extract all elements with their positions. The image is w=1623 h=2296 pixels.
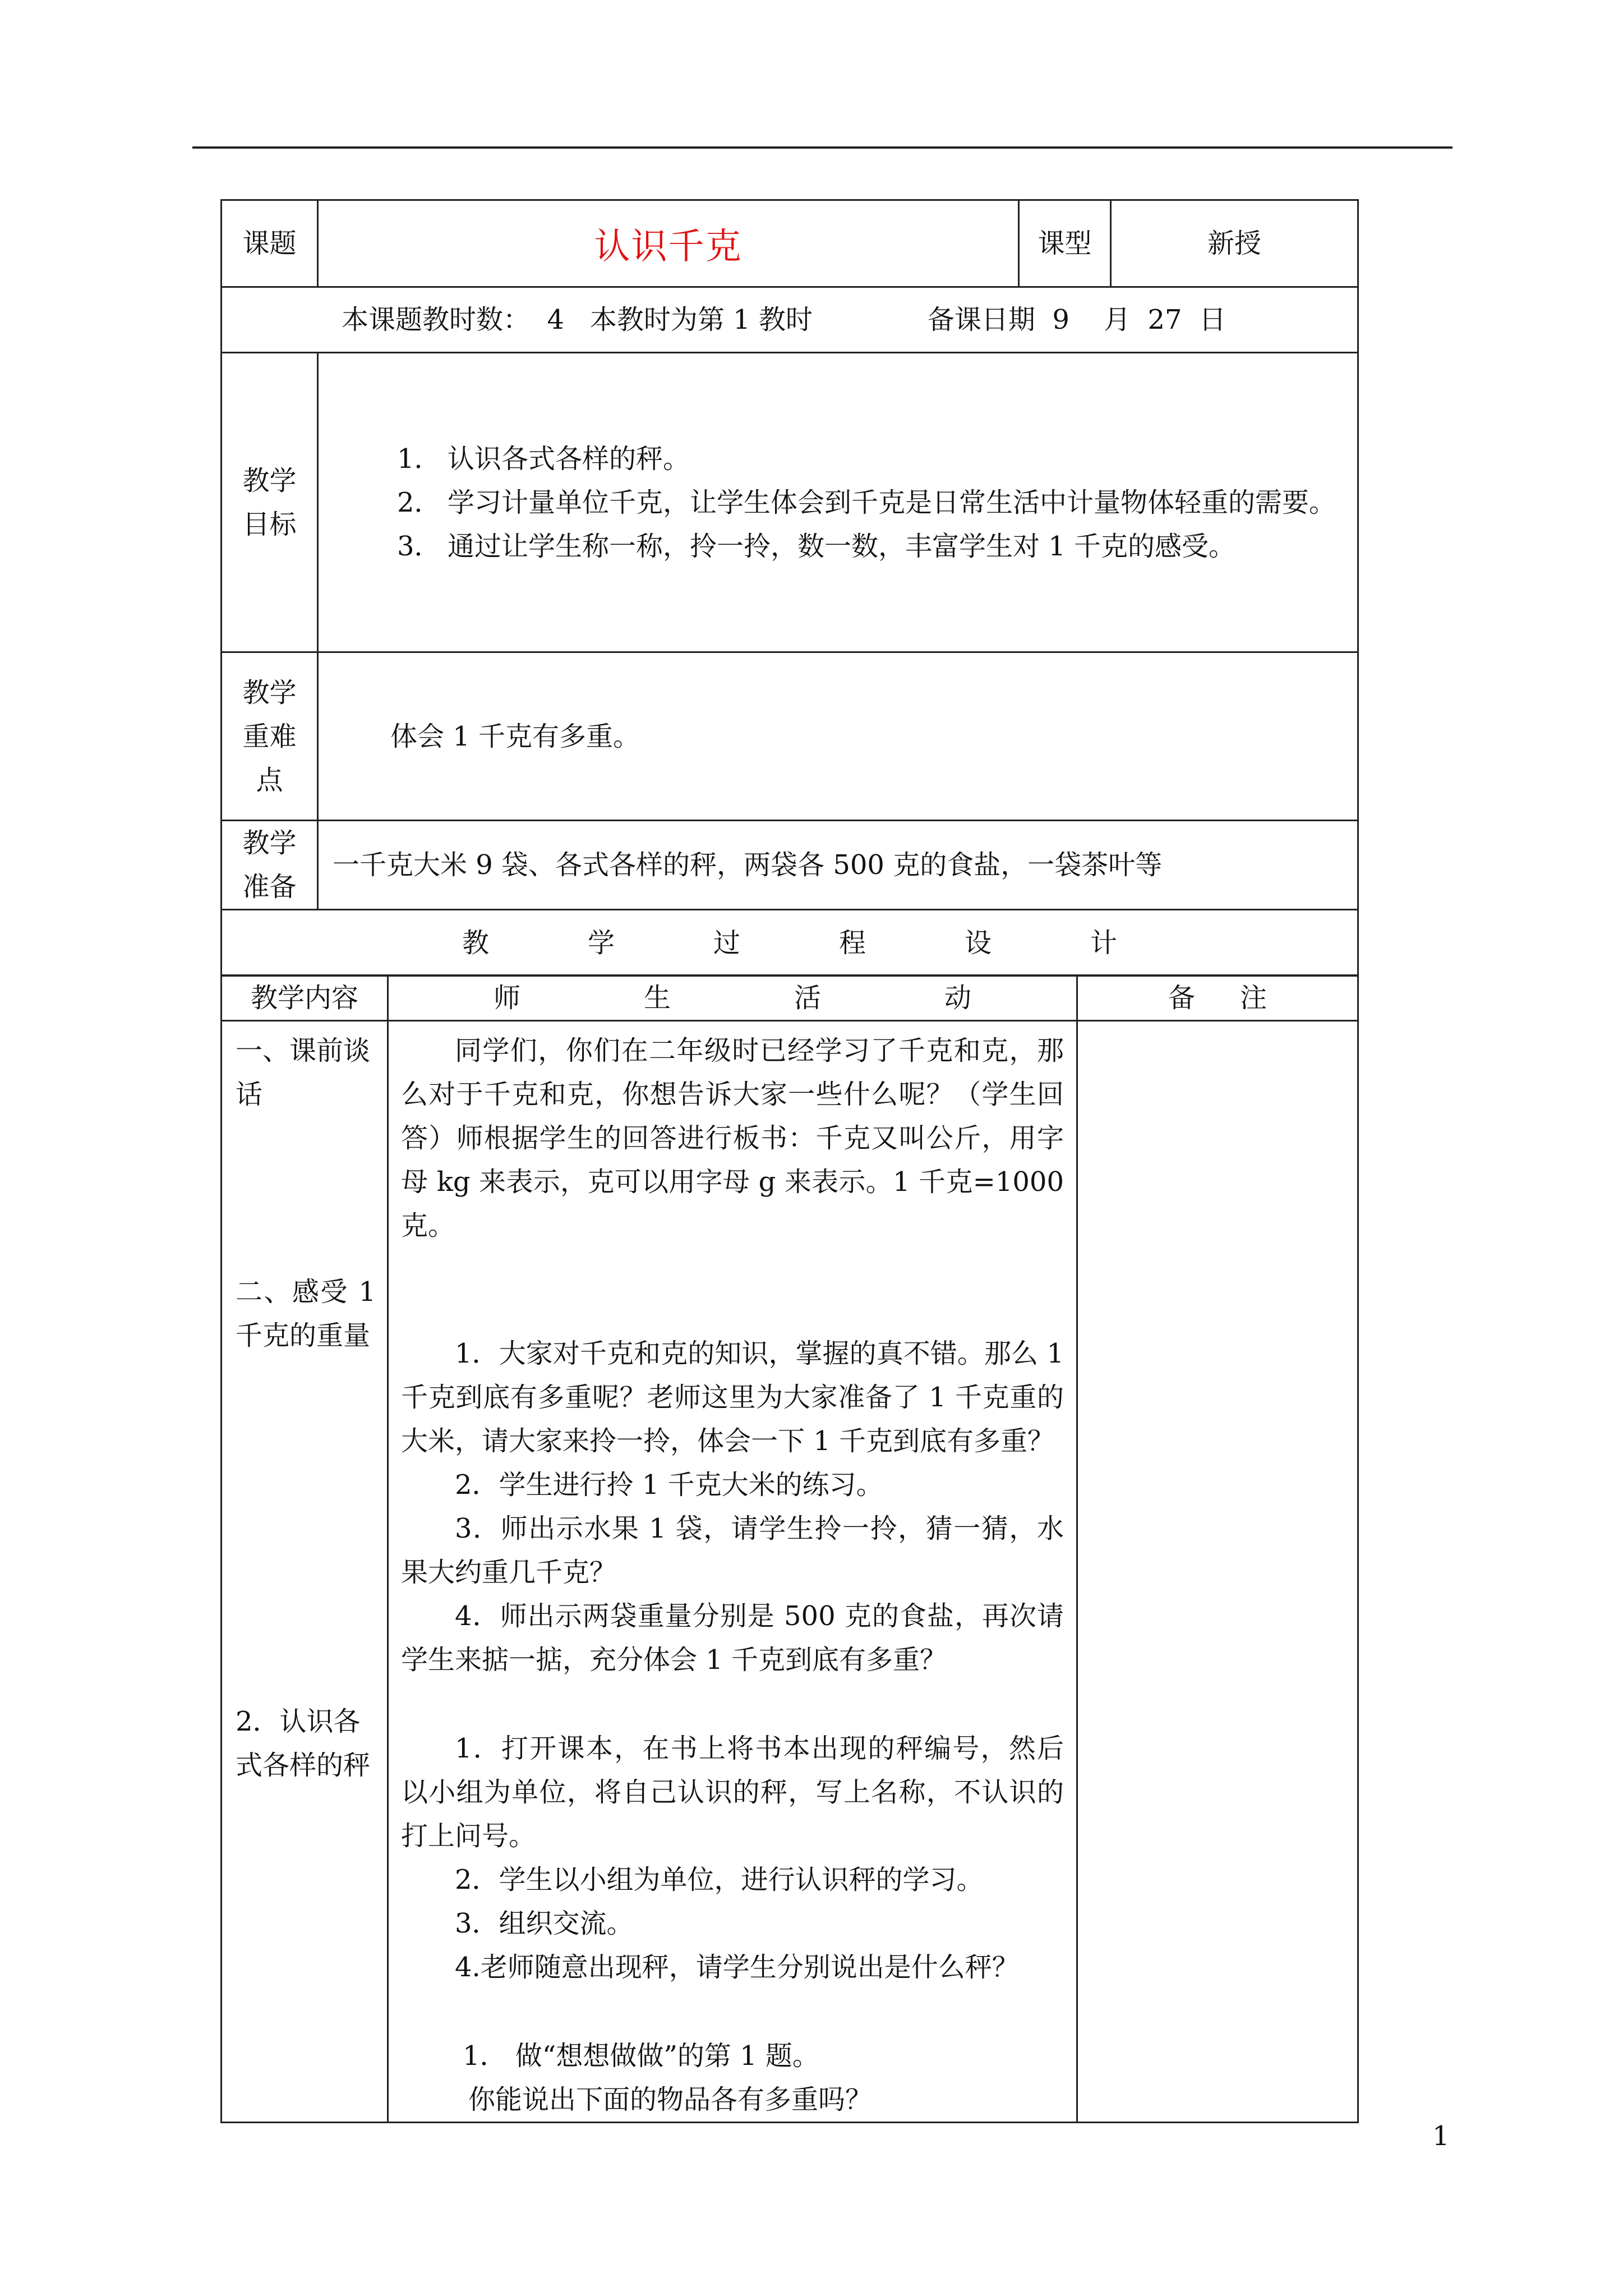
process-body-row [222,1021,1358,2123]
preparation-row [222,821,1358,910]
objectives-label-text: 教学目标 [242,464,297,540]
meta-row [222,287,1358,353]
topic-row [222,200,1358,287]
activity-paragraph: 同学们，你们在二年级时已经学习了千克和克，那么对于千克和克，你想告诉大家一些什么呢？（学生回答）师根据学生的回答进行板书：千克又叫公斤，用字母 kg 来表示，克可以用字母 g 来表示。1 千克=1000 克。 [401,1035,1064,1241]
process-title-row [222,910,1358,976]
col-activity-header: 师 生 活 动 [388,976,1077,1021]
process-table [220,974,1359,2123]
activity-paragraph: 1．大家对千克和克的知识，掌握的真不错。那么 1 千克到底有多重呢？老师这里为大家准备了 1 千克重的大米，请大家来拎一拎，体会一下 1 千克到底有多重？ [401,1338,1064,1457]
process-title: 教 学 过 程 设 计 [222,910,1358,976]
activity-paragraph: 1．打开课本，在书上将书本出现的秤编号，然后以小组为单位，将自己认识的秤，写上名称，不认识的打上问号。 [401,1733,1064,1852]
objectives-label [222,353,318,652]
key-points-label [222,652,318,821]
activity-paragraph: 4.老师随意出现秤，请学生分别说出是什么秤？ [455,1952,1019,1983]
activity-paragraph: 2．学生进行拎 1 千克大米的练习。 [455,1469,883,1501]
activity-paragraph: 3．组织交流。 [455,1908,634,1939]
section-label: 2．认识各式各样的秤 [236,1706,371,1781]
type-label: 课型 [1019,200,1111,287]
objective-item: 2． 学习计量单位千克，让学生体会到千克是日常生活中计量物体轻重的需要。 [397,486,1336,518]
meta-line-right: 备课日期 9 月 27 日 [927,304,1227,335]
col-notes-header: 备 注 [1077,976,1358,1021]
activity-paragraph: 你能说出下面的物品各有多重吗？ [468,2084,873,2115]
objectives-row [222,353,1358,652]
lesson-info-table [220,199,1359,977]
activity-paragraph: 3．师出示水果 1 袋，请学生拎一拎，猜一猜，水果大约重几千克？ [401,1513,1064,1588]
preparation-label [222,821,318,910]
preparation-text: 一千克大米 9 袋、各式各样的秤，两袋各 500 克的食盐，一袋茶叶等 [318,821,1358,910]
objective-item: 3． 通过让学生称一称，拎一拎，数一数，丰富学生对 1 千克的感受。 [397,530,1236,562]
activity-paragraph: 1． 做“想想做做”的第 1 题。 [463,2040,819,2072]
meta-line [222,287,1358,353]
topic-label: 课题 [222,200,318,287]
header-rule [192,146,1453,149]
content-column [222,1021,388,2123]
section-label: 二、感受 1 千克的重量 [236,1276,376,1351]
topic-title: 认识千克 [318,200,1019,287]
key-points-label-text: 教学重难点 [242,677,297,796]
meta-line-left: 本课题教时数： 4 本教时为第 1 教时 [342,304,813,335]
preparation-label-text: 教学准备 [242,827,297,903]
section-label: 一、课前谈话 [236,1035,371,1110]
notes-column [1077,1021,1358,2123]
col-content-header: 教学内容 [222,976,388,1021]
activity-paragraph: 2．学生以小组为单位，进行认识秤的学习。 [455,1864,984,1895]
page-number: 1 [1432,2120,1450,2152]
objectives-list [319,437,1357,568]
activity-column [388,1021,1077,2123]
objectives-cell [318,353,1358,652]
key-points-row [222,652,1358,821]
process-header-row [222,976,1358,1021]
activity-paragraph: 4．师出示两袋重量分别是 500 克的食盐，再次请学生来掂一掂，充分体会 1 千克到底有多重？ [401,1600,1064,1676]
key-points-text: 体会 1 千克有多重。 [318,652,1358,821]
type-value: 新授 [1111,200,1358,287]
objective-item: 1． 认识各式各样的秤。 [397,443,690,475]
